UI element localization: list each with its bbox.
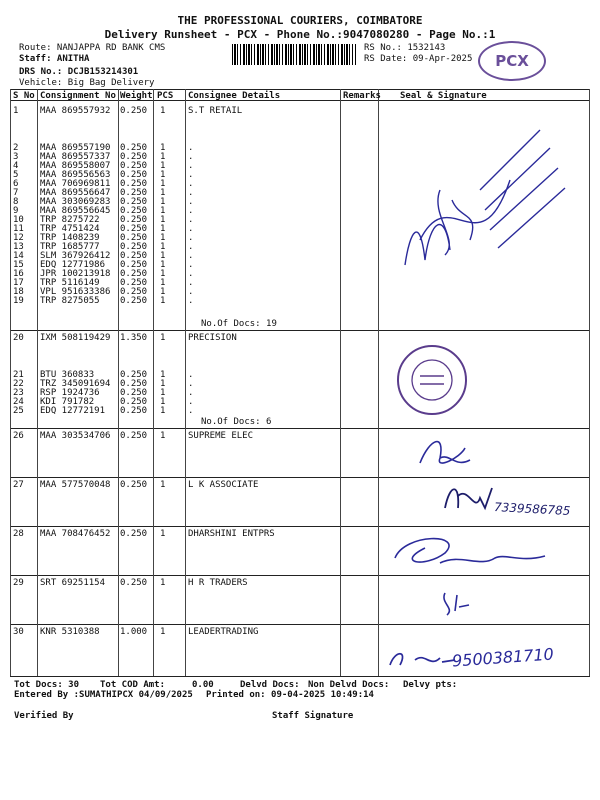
group-count-1: No.Of Docs: 19 [201,319,277,329]
entered-by: Entered By :SUMATHIPCX 04/09/2025 [14,690,193,700]
row-consignment-no: TRP 4751424 [40,224,100,234]
row-weight: 0.250 [120,260,148,270]
row-consignee: . [188,143,194,153]
row-consignee: . [188,278,194,288]
row-consignment-no: KNR 5310388 [40,627,100,637]
row-sno: 2 [13,143,19,153]
signature-row-29 [435,583,475,621]
row-pcs: 1 [160,170,166,180]
row-pcs: 1 [160,388,166,398]
row-pcs: 1 [160,251,166,261]
row-consignment-no: MAA 577570048 [40,480,111,490]
row-pcs: 1 [160,215,166,225]
row-consignee: . [188,406,194,416]
row-weight: 0.250 [120,431,148,441]
col-header-seal: Seal & Signature [400,91,487,101]
row-consignee: . [188,224,194,234]
row-weight: 0.250 [120,206,148,216]
row-pcs: 1 [160,206,166,216]
row-weight: 0.250 [120,397,148,407]
row-weight: 0.250 [120,242,148,252]
row-consignment-no: MAA 869557932 [40,106,111,116]
row-sno: 23 [13,388,24,398]
row-weight: 0.250 [120,296,148,306]
row-consignment-no: MAA 869556647 [40,188,111,198]
col-header-sno: S No [13,91,35,101]
row-consignment-no: SLM 367926412 [40,251,111,261]
route-label: Route: NANJAPPA RD BANK CMS [19,43,166,53]
col-header-consignment: Consignment No [40,91,116,101]
row-sno: 14 [13,251,24,261]
row-consignee: . [188,251,194,261]
col-header-pcs: PCS [157,91,174,101]
handwritten-phone-1: 7339586785 [493,500,571,518]
row-sno: 30 [13,627,24,637]
handwritten-phone-2: 9500381710 [451,644,555,671]
row-consignee: . [188,370,194,380]
group-count-2: No.Of Docs: 6 [201,417,272,427]
row-pcs: 1 [160,233,166,243]
row-pcs: 1 [160,152,166,162]
row-sno: 5 [13,170,19,180]
row-consignment-no: TRP 5116149 [40,278,100,288]
row-pcs: 1 [160,379,166,389]
row-weight: 0.250 [120,578,148,588]
row-weight: 0.250 [120,278,148,288]
row-sno: 20 [13,333,24,343]
row-weight: 0.250 [120,152,148,162]
delivery-points: Delvy pts: [403,680,458,690]
row-sno: 16 [13,269,24,279]
row-consignee: PRECISION [188,333,237,343]
rs-date: RS Date: 09-Apr-2025 [364,54,473,64]
signature-row-26 [410,428,480,473]
row-pcs: 1 [160,278,166,288]
vehicle-label: Vehicle: Big Bag Delivery [19,78,155,88]
row-consignee: . [188,397,194,407]
row-weight: 0.250 [120,179,148,189]
row-consignment-no: MAA 706969811 [40,179,111,189]
row-weight: 0.250 [120,233,148,243]
row-consignment-no: MAA 869557337 [40,152,111,162]
col-header-remarks: Remarks [343,91,381,101]
row-sno: 22 [13,379,24,389]
row-consignment-no: MAA 869557190 [40,143,111,153]
row-sno: 24 [13,397,24,407]
row-consignment-no: BTU 360833 [40,370,95,380]
row-pcs: 1 [160,370,166,380]
verified-by: Verified By [14,711,74,721]
rs-number: RS No.: 1532143 [364,43,446,53]
row-sno: 18 [13,287,24,297]
row-weight: 0.250 [120,251,148,261]
row-pcs: 1 [160,627,166,637]
row-pcs: 1 [160,143,166,153]
row-consignee: . [188,179,194,189]
row-consignee: . [188,269,194,279]
row-weight: 0.250 [120,379,148,389]
row-pcs: 1 [160,188,166,198]
row-sno: 9 [13,206,19,216]
row-weight: 0.250 [120,388,148,398]
row-weight: 0.250 [120,370,148,380]
row-weight: 0.250 [120,143,148,153]
row-consignee: . [188,188,194,198]
row-consignment-no: KDI 791782 [40,397,95,407]
row-consignee: L K ASSOCIATE [188,480,259,490]
non-delivered-docs: Non Delvd Docs: [308,680,390,690]
row-consignment-no: SRT 69251154 [40,578,106,588]
row-pcs: 1 [160,397,166,407]
row-weight: 0.250 [120,161,148,171]
row-weight: 0.250 [120,287,148,297]
row-sno: 26 [13,431,24,441]
row-weight: 0.250 [120,269,148,279]
row-consignment-no: JPR 100213918 [40,269,111,279]
row-pcs: 1 [160,242,166,252]
row-pcs: 1 [160,406,166,416]
drs-number: DRS No.: DCJB153214301 [19,67,139,77]
row-sno: 13 [13,242,24,252]
delivered-docs: Delvd Docs: [240,680,300,690]
row-consignee: DHARSHINI ENTPRS [188,529,275,539]
row-consignment-no: VPL 951633386 [40,287,111,297]
total-docs: Tot Docs: 30 [14,680,80,690]
row-consignment-no: TRP 1408239 [40,233,100,243]
row-pcs: 1 [160,431,166,441]
row-consignee: . [188,379,194,389]
row-consignee: . [188,161,194,171]
row-pcs: 1 [160,224,166,234]
row-pcs: 1 [160,260,166,270]
row-consignment-no: MAA 708476452 [40,529,111,539]
row-pcs: 1 [160,269,166,279]
col-header-weight: Weight [120,91,153,101]
col-header-consignee: Consignee Details [188,91,281,101]
row-sno: 7 [13,188,19,198]
row-sno: 6 [13,179,19,189]
row-sno: 8 [13,197,19,207]
row-consignee: . [188,296,194,306]
row-consignment-no: MAA 869558007 [40,161,111,171]
printed-on: Printed on: 09-04-2025 10:49:14 [206,690,374,700]
total-cod-label: Tot COD Amt: [100,680,166,690]
row-sno: 27 [13,480,24,490]
row-weight: 0.250 [120,480,148,490]
row-sno: 11 [13,224,24,234]
row-pcs: 1 [160,296,166,306]
page-title: THE PROFESSIONAL COURIERS, COIMBATORE [177,14,423,27]
row-sno: 12 [13,233,24,243]
row-consignment-no: RSP 1924736 [40,388,100,398]
row-consignee: . [188,206,194,216]
row-consignee: . [188,197,194,207]
staff-label: Staff: ANITHA [19,54,90,64]
row-consignee: . [188,260,194,270]
row-consignment-no: IXM 508119429 [40,333,111,343]
row-consignee: . [188,287,194,297]
row-consignment-no: TRZ 345091694 [40,379,111,389]
signature-row-28 [385,528,555,576]
row-pcs: 1 [160,161,166,171]
row-consignee: . [188,170,194,180]
row-consignment-no: MAA 303534706 [40,431,111,441]
company-seal-signature [390,120,590,280]
row-pcs: 1 [160,529,166,539]
row-weight: 0.250 [120,406,148,416]
row-sno: 15 [13,260,24,270]
signature-row-27 [440,478,500,520]
total-cod-value: 0.00 [192,680,214,690]
row-consignment-no: TRP 1685777 [40,242,100,252]
pcx-stamp: PCX [478,41,546,81]
row-consignee: . [188,215,194,225]
row-pcs: 1 [160,578,166,588]
row-weight: 0.250 [120,215,148,225]
row-consignment-no: MAA 869556645 [40,206,111,216]
row-sno: 10 [13,215,24,225]
row-consignment-no: TRP 8275722 [40,215,100,225]
row-consignee: . [188,242,194,252]
row-pcs: 1 [160,287,166,297]
row-consignment-no: TRP 8275055 [40,296,100,306]
row-consignee: . [188,152,194,162]
row-weight: 0.250 [120,197,148,207]
row-consignee: H R TRADERS [188,578,248,588]
row-consignment-no: MAA 303069283 [40,197,111,207]
precision-round-seal [392,340,472,420]
row-weight: 1.000 [120,627,148,637]
row-sno: 28 [13,529,24,539]
staff-signature-label: Staff Signature [272,711,354,721]
row-weight: 0.250 [120,188,148,198]
row-sno: 1 [13,106,19,116]
row-pcs: 1 [160,480,166,490]
row-weight: 0.250 [120,224,148,234]
page-subtitle: Delivery Runsheet - PCX - Phone No.:9047080280 - Page No.:1 [104,28,496,41]
row-sno: 4 [13,161,19,171]
row-consignee: SUPREME ELEC [188,431,254,441]
row-sno: 3 [13,152,19,162]
row-weight: 0.250 [120,106,148,116]
row-sno: 19 [13,296,24,306]
row-sno: 21 [13,370,24,380]
row-consignee: S.T RETAIL [188,106,243,116]
row-pcs: 1 [160,106,166,116]
row-sno: 25 [13,406,24,416]
row-weight: 0.250 [120,170,148,180]
row-sno: 17 [13,278,24,288]
row-consignee: LEADERTRADING [188,627,259,637]
row-pcs: 1 [160,179,166,189]
row-weight: 1.350 [120,333,148,343]
row-consignee: . [188,233,194,243]
row-consignment-no: EDQ 12772191 [40,406,106,416]
barcode [232,44,356,65]
row-sno: 29 [13,578,24,588]
row-weight: 0.250 [120,529,148,539]
row-consignee: . [188,388,194,398]
row-pcs: 1 [160,197,166,207]
row-consignment-no: MAA 869556563 [40,170,111,180]
row-consignment-no: EDQ 12771986 [40,260,106,270]
row-pcs: 1 [160,333,166,343]
